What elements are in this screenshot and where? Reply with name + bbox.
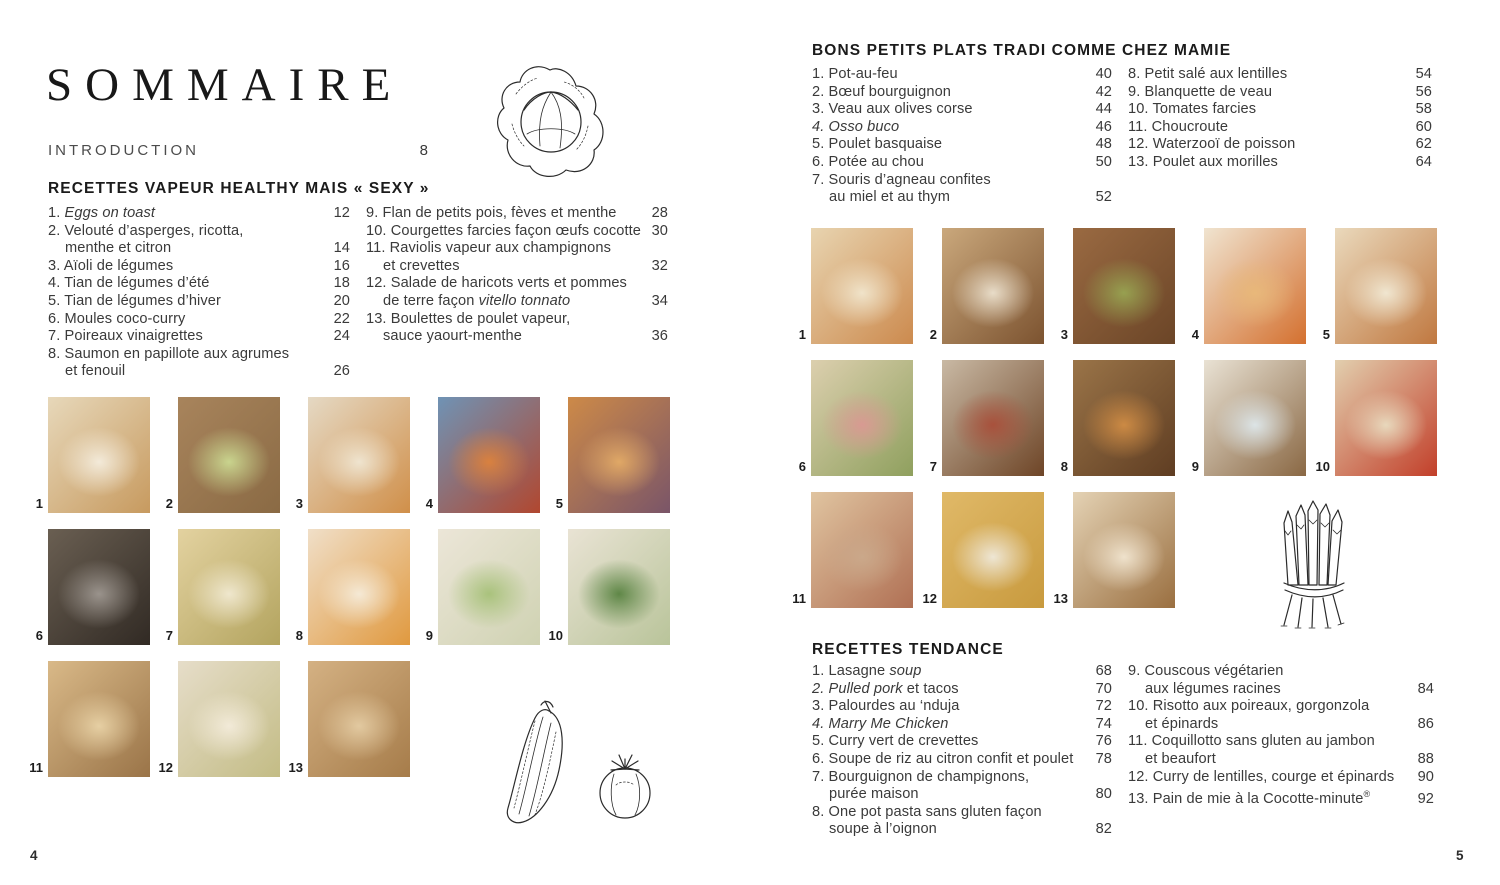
dish-photo-4 [1204, 228, 1306, 344]
recipe-title: au miel et au thym [829, 189, 951, 206]
recipe-page-number: 80 [1095, 786, 1112, 803]
toc-entry [1128, 733, 1434, 768]
recipe-page-number: 90 [1417, 768, 1434, 785]
photo-number: 8 [1060, 459, 1068, 474]
recipe-page-number: 44 [1095, 101, 1112, 118]
recipe-page-number: 30 [651, 222, 668, 239]
recipe-title: 1. Pot-au-feu [812, 66, 898, 82]
recipe-title: 3. Palourdes au ‘nduja [812, 698, 960, 715]
dish-photo-8 [308, 529, 410, 645]
toc-entry [1128, 66, 1432, 84]
dish-photo-6 [811, 360, 913, 476]
dish-photo-7 [942, 360, 1044, 476]
dish-photo-11 [811, 492, 913, 608]
recipe-page-number: 64 [1415, 153, 1432, 170]
recipe-title: 8. Saumon en papillote aux agrumes [48, 345, 290, 362]
dish-photo-11 [48, 661, 150, 777]
recipe-page-number: 28 [651, 205, 668, 221]
toc-entry [812, 751, 1112, 769]
toc-entry [1128, 769, 1434, 787]
folio-left: 4 [30, 848, 38, 863]
toc-column [812, 66, 1112, 207]
section-heading-tendance: RECETTES TENDANCE [812, 641, 1004, 658]
toc-entry [366, 205, 668, 223]
recipe-page-number: 82 [1095, 821, 1112, 838]
photo-number: 12 [922, 591, 937, 606]
toc-entry [812, 681, 1112, 699]
toc-entry [1128, 698, 1434, 733]
recipe-page-number: 52 [1095, 189, 1112, 206]
recipe-page-number: 78 [1095, 750, 1112, 767]
photo-number: 6 [798, 459, 806, 474]
toc-entry [812, 101, 1112, 119]
recipe-title: 7. Poireaux vinaigrettes [48, 328, 203, 345]
toc-entry [812, 136, 1112, 154]
recipe-page-number: 12 [333, 205, 350, 221]
recipe-title: 13. Poulet aux morilles [1128, 153, 1278, 170]
photo-number: 10 [548, 628, 563, 643]
recipe-title: 2. Pulled pork et tacos [812, 680, 959, 697]
recipe-page-number: 76 [1095, 733, 1112, 750]
toc-entry [812, 172, 1112, 207]
dish-photo-9 [1204, 360, 1306, 476]
dish-photo-2 [942, 228, 1044, 344]
dish-photo-12 [942, 492, 1044, 608]
recipe-page-number: 70 [1095, 680, 1112, 697]
folio-right: 5 [1456, 848, 1464, 863]
photo-number: 7 [165, 628, 173, 643]
recipe-page-number: 68 [1095, 663, 1112, 679]
recipe-title: menthe et citron [65, 240, 172, 257]
recipe-title: 5. Curry vert de crevettes [812, 733, 979, 750]
toc-column [1128, 663, 1434, 809]
photo-number: 4 [425, 496, 433, 511]
recipe-page-number: 60 [1415, 118, 1432, 135]
recipe-title: 10. Courgettes farcies façon œufs cocotte [366, 222, 642, 239]
recipe-title: et fenouil [65, 363, 126, 380]
recipe-title: 7. Bourguignon de champignons, [812, 768, 1030, 785]
recipe-page-number: 24 [333, 328, 350, 345]
recipe-title: et crevettes [383, 257, 460, 274]
toc-column [366, 205, 668, 346]
recipe-page-number: 16 [333, 257, 350, 274]
photo-number: 3 [295, 496, 303, 511]
tomato-icon [586, 750, 664, 822]
toc-entry [48, 205, 350, 223]
photo-number: 5 [1322, 327, 1330, 342]
recipe-title: sauce yaourt-menthe [383, 328, 522, 345]
toc-entry [1128, 663, 1434, 698]
toc-entry [48, 258, 350, 276]
recipe-page-number: 56 [1415, 83, 1432, 100]
dish-photo-1 [48, 397, 150, 513]
recipe-page-number: 54 [1415, 66, 1432, 82]
recipe-title: 12. Salade de haricots verts et pommes [366, 275, 627, 292]
recipe-title: 6. Potée au chou [812, 153, 924, 170]
recipe-title: de terre façon vitello tonnato [383, 292, 571, 309]
toc-entry [366, 311, 668, 346]
toc-entry [1128, 786, 1434, 808]
dish-photo-5 [1335, 228, 1437, 344]
recipe-title: et épinards [1145, 715, 1219, 732]
toc-column [48, 205, 350, 381]
recipe-title: 12. Curry de lentilles, courge et épinards [1128, 768, 1395, 785]
recipe-page-number: 62 [1415, 136, 1432, 153]
toc-entry [812, 769, 1112, 804]
asparagus-icon [1266, 497, 1368, 631]
toc-entry [48, 223, 350, 258]
toc-column [812, 663, 1112, 839]
recipe-title: 2. Bœuf bourguignon [812, 83, 952, 100]
toc-entry [48, 328, 350, 346]
recipe-page-number: 74 [1095, 715, 1112, 732]
photo-number: 13 [1053, 591, 1068, 606]
recipe-page-number: 48 [1095, 136, 1112, 153]
recipe-title: 12. Waterzooï de poisson [1128, 136, 1296, 153]
zucchini-icon [487, 698, 581, 828]
recipe-title: 11. Raviolis vapeur aux champignons [366, 240, 611, 257]
dish-photo-1 [811, 228, 913, 344]
dish-photo-12 [178, 661, 280, 777]
recipe-title: 8. One pot pasta sans gluten façon [812, 803, 1042, 820]
recipe-page-number: 36 [651, 328, 668, 345]
toc-entry [366, 275, 668, 310]
toc-entry [812, 716, 1112, 734]
photo-number: 11 [792, 591, 806, 606]
dish-photo-4 [438, 397, 540, 513]
recipe-title: aux légumes racines [1145, 680, 1281, 697]
recipe-title: 5. Poulet basquaise [812, 136, 943, 153]
recipe-title: 11. Choucroute [1128, 118, 1229, 135]
section-heading-vapeur: RECETTES VAPEUR HEALTHY MAIS « SEXY » [48, 180, 430, 197]
photo-number: 9 [1191, 459, 1199, 474]
toc-entry [812, 84, 1112, 102]
recipe-title: 6. Moules coco-curry [48, 310, 186, 327]
dish-photo-13 [1073, 492, 1175, 608]
recipe-title: 1. Lasagne soup [812, 663, 922, 679]
dish-photo-6 [48, 529, 150, 645]
dish-photo-9 [438, 529, 540, 645]
toc-entry [366, 240, 668, 275]
introduction-entry [48, 142, 428, 159]
recipe-page-number: 20 [333, 292, 350, 309]
dish-photo-10 [1335, 360, 1437, 476]
toc-entry [1128, 84, 1432, 102]
dish-photo-5 [568, 397, 670, 513]
cabbage-icon [494, 58, 608, 182]
page-title: SOMMAIRE [46, 59, 404, 111]
section-heading-tradi: BONS PETITS PLATS TRADI COMME CHEZ MAMIE [812, 42, 1232, 59]
toc-entry [812, 66, 1112, 84]
photo-number: 13 [288, 760, 303, 775]
recipe-title: 7. Souris d’agneau confites [812, 171, 991, 188]
toc-entry [812, 804, 1112, 839]
recipe-page-number: 14 [333, 240, 350, 257]
recipe-page-number: 40 [1095, 66, 1112, 82]
recipe-title: 13. Pain de mie à la Cocotte-minute® [1128, 789, 1371, 808]
recipe-title: 13. Boulettes de poulet vapeur, [366, 310, 571, 327]
recipe-page-number: 58 [1415, 101, 1432, 118]
recipe-title: 5. Tian de légumes d’hiver [48, 292, 221, 309]
photo-number: 7 [929, 459, 937, 474]
toc-entry [812, 733, 1112, 751]
dish-photo-10 [568, 529, 670, 645]
toc-entry [812, 154, 1112, 172]
toc-entry [48, 311, 350, 329]
recipe-page-number: 50 [1095, 153, 1112, 170]
photo-number: 5 [555, 496, 563, 511]
photo-number: 6 [35, 628, 43, 643]
toc-entry [1128, 154, 1432, 172]
recipe-page-number: 72 [1095, 698, 1112, 715]
recipe-page-number: 22 [333, 310, 350, 327]
photo-number: 3 [1060, 327, 1068, 342]
photo-number: 12 [158, 760, 173, 775]
toc-entry [366, 223, 668, 241]
dish-photo-13 [308, 661, 410, 777]
recipe-title: 9. Flan de petits pois, fèves et menthe [366, 205, 617, 221]
recipe-title: 9. Blanquette de veau [1128, 83, 1273, 100]
photo-number: 1 [798, 327, 806, 342]
dish-photo-7 [178, 529, 280, 645]
recipe-page-number: 32 [651, 257, 668, 274]
toc-entry [812, 663, 1112, 681]
recipe-title: 3. Aïoli de légumes [48, 257, 174, 274]
photo-number: 2 [165, 496, 173, 511]
recipe-title: 10. Risotto aux poireaux, gorgonzola [1128, 698, 1370, 715]
photo-number: 10 [1315, 459, 1330, 474]
dish-photo-2 [178, 397, 280, 513]
toc-entry [1128, 119, 1432, 137]
recipe-page-number: 18 [333, 275, 350, 292]
dish-photo-3 [308, 397, 410, 513]
photo-number: 1 [35, 496, 43, 511]
recipe-title: 11. Coquillotto sans gluten au jambon [1128, 733, 1375, 750]
recipe-title: 9. Couscous végétarien [1128, 663, 1284, 679]
recipe-title: 1. Eggs on toast [48, 205, 156, 221]
recipe-page-number: 88 [1417, 750, 1434, 767]
introduction-label: INTRODUCTION [48, 142, 199, 159]
recipe-title: 4. Marry Me Chicken [812, 715, 949, 732]
recipe-title: 8. Petit salé aux lentilles [1128, 66, 1288, 82]
toc-entry [1128, 101, 1432, 119]
recipe-title: 4. Osso buco [812, 118, 900, 135]
toc-entry [812, 119, 1112, 137]
recipe-title: 4. Tian de légumes d’été [48, 275, 210, 292]
photo-number: 9 [425, 628, 433, 643]
recipe-title: soupe à l’oignon [829, 821, 937, 838]
introduction-page-number: 8 [419, 142, 428, 159]
toc-entry [48, 293, 350, 311]
recipe-page-number: 42 [1095, 83, 1112, 100]
recipe-page-number: 26 [333, 363, 350, 380]
photo-number: 4 [1191, 327, 1199, 342]
toc-entry [1128, 136, 1432, 154]
recipe-title: 10. Tomates farcies [1128, 101, 1257, 118]
photo-number: 11 [29, 760, 43, 775]
recipe-title: purée maison [829, 786, 919, 803]
recipe-page-number: 92 [1417, 791, 1434, 808]
toc-entry [48, 275, 350, 293]
recipe-page-number: 86 [1417, 715, 1434, 732]
toc-entry [48, 346, 350, 381]
dish-photo-8 [1073, 360, 1175, 476]
recipe-title: 2. Velouté d’asperges, ricotta, [48, 222, 244, 239]
recipe-page-number: 84 [1417, 680, 1434, 697]
toc-column [1128, 66, 1432, 172]
photo-number: 8 [295, 628, 303, 643]
recipe-title: 3. Veau aux olives corse [812, 101, 973, 118]
dish-photo-3 [1073, 228, 1175, 344]
photo-number: 2 [929, 327, 937, 342]
toc-entry [812, 698, 1112, 716]
recipe-page-number: 34 [651, 292, 668, 309]
recipe-title: et beaufort [1145, 750, 1216, 767]
recipe-title: 6. Soupe de riz au citron confit et poulet [812, 750, 1074, 767]
recipe-page-number: 46 [1095, 118, 1112, 135]
